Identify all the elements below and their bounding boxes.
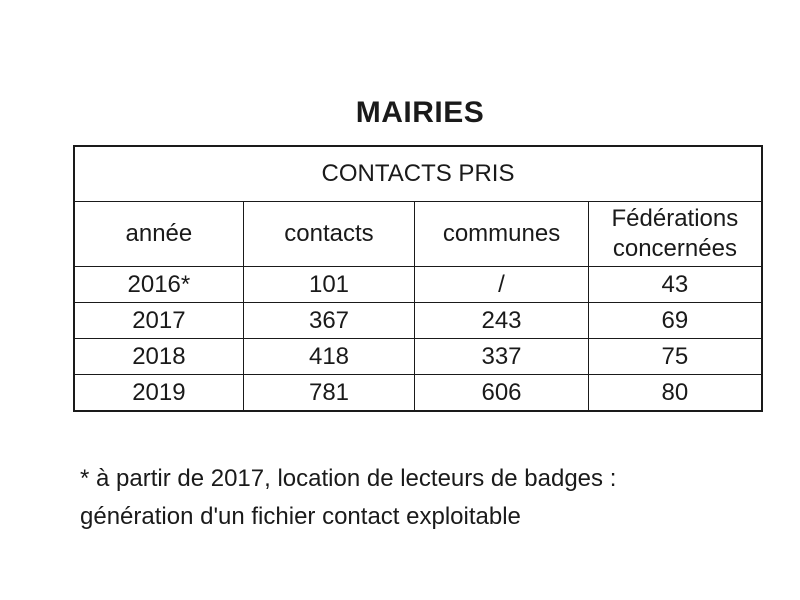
footnote-line-1: * à partir de 2017, location de lecteurs de badges :	[80, 465, 617, 492]
cell-year: 2017	[74, 303, 243, 339]
cell-contacts: 781	[243, 375, 414, 412]
header-annee: année	[74, 202, 243, 267]
header-contacts: contacts	[243, 202, 414, 267]
table-row	[74, 303, 762, 339]
contacts-table	[73, 145, 763, 412]
cell-year: 2016*	[74, 267, 243, 303]
cell-year: 2018	[74, 339, 243, 375]
table-row	[74, 375, 762, 412]
table-row	[74, 339, 762, 375]
table-header-row	[74, 202, 762, 267]
footnote-line-2: génération d'un fichier contact exploitable	[80, 503, 521, 530]
cell-communes: /	[415, 267, 589, 303]
header-communes: communes	[415, 202, 589, 267]
cell-contacts: 367	[243, 303, 414, 339]
cell-communes: 606	[415, 375, 589, 412]
cell-contacts: 418	[243, 339, 414, 375]
cell-communes: 243	[415, 303, 589, 339]
footnote	[80, 460, 780, 536]
cell-federations: 43	[588, 267, 762, 303]
cell-year: 2019	[74, 375, 243, 412]
cell-federations: 69	[588, 303, 762, 339]
cell-contacts: 101	[243, 267, 414, 303]
cell-communes: 337	[415, 339, 589, 375]
page-title: MAIRIES	[355, 96, 485, 129]
table-caption: CONTACTS PRIS	[74, 146, 762, 202]
cell-federations: 80	[588, 375, 762, 412]
table-row	[74, 267, 762, 303]
cell-federations: 75	[588, 339, 762, 375]
header-federations: Fédérations concernées	[588, 202, 762, 267]
contacts-table-container	[73, 145, 763, 412]
